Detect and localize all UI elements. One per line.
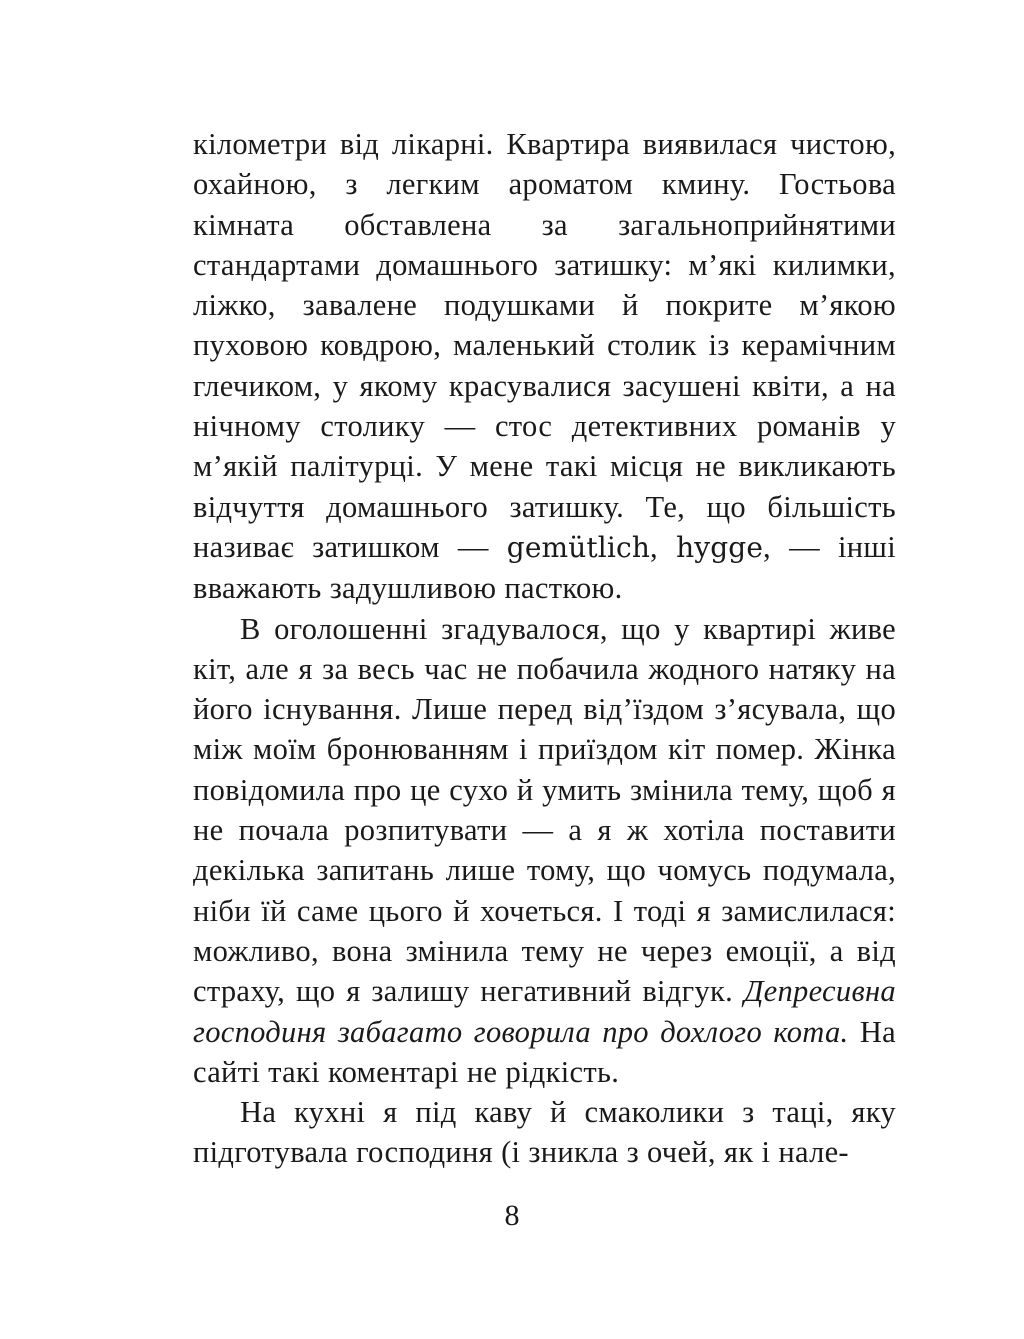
page-text-body (193, 124, 896, 1173)
text-run-roman: На кухні я під каву й смаколики з таці, яку підготувала господиня (і зникла з очей, як і нале- (193, 1095, 896, 1170)
text-run-roman: кілометри від лікарні. Квартира виявилася чистою, охайною, з легким ароматом кмину. Гостьова кімната обставлена за загальноприйнятими стандартами домашнього затишку: м’які килимки, ліжко, завалене подушками й покрите м’якою пуховою ковдрою, маленький столик із керамічним глечиком, у якому красувалися засушені квіти, а на нічному столику — стос детективних романів у м’якій палітурці. У мене такі місця не викликають відчуття домашнього затишку. Те, що більшість називає затишком — (193, 127, 896, 564)
text-run-italic-quote: Депресивна господиня забагато говорила про дохлого кота. (193, 974, 896, 1049)
text-run-roman-tail: , — інші вважають задушливою пасткою. (193, 529, 896, 606)
text-run-separator: , (650, 529, 677, 564)
text-run-roman: В оголошенні згадувалося, що у квартирі живе кіт, але я за весь час не побачила жодного натяку на його існування. Лише перед від’їздом з’ясувала, що між моїм бронюванням і приїздом кіт помер. Жінка повідомила про це сухо й умить змінила тему, щоб я не почала розпитувати — а я ж хотіла поставити декілька запитань лише тому, що чомусь подумала, ніби їй саме цього й хочеться. І тоді я замислилася: можливо, вона змінила тему не через емоції, а від страху, що я залишу негативний відгук. (193, 611, 896, 1009)
text-run-hygge: hygge (676, 530, 764, 564)
text-run-roman-tail: На сайті такі коментарі не рідкість. (193, 1014, 897, 1089)
page-number: 8 (504, 1199, 520, 1232)
paragraph-1 (193, 124, 896, 609)
paragraph-3 (193, 1092, 896, 1173)
paragraph-2 (193, 609, 896, 1093)
text-run-gemutlich: gemütlich (506, 530, 650, 564)
